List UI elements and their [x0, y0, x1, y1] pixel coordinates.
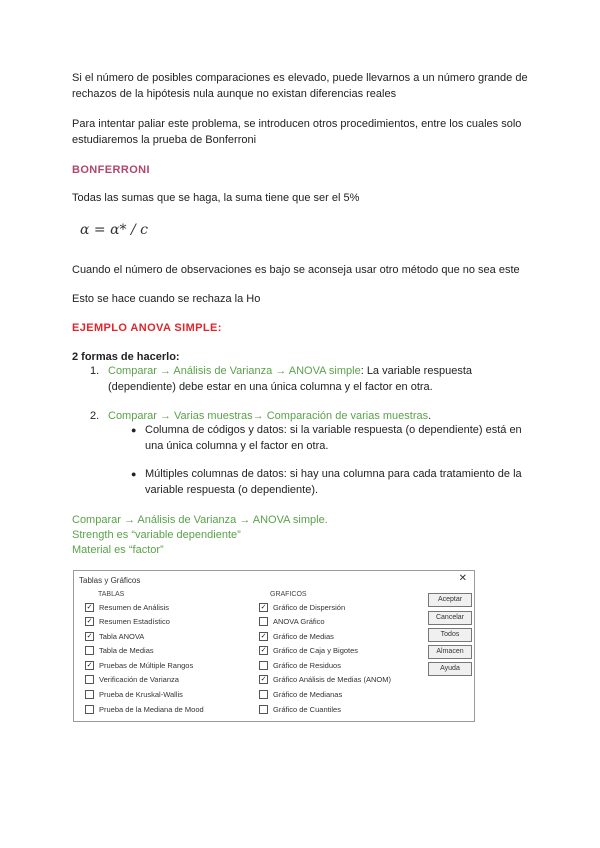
checkbox-option[interactable]: [259, 645, 358, 655]
checkbox[interactable]: ✓: [86, 617, 93, 625]
list-item-number: 1.: [90, 365, 100, 377]
anova-subheading: 2 formas de hacerlo:: [72, 351, 180, 363]
checkbox-option[interactable]: [259, 660, 341, 670]
bonferroni-line-2: Cuando el número de observaciones es bajo se aconseja usar otro método que no sea este: [72, 264, 520, 276]
green-line-1: Comparar → Análisis de Varianza → ANOVA simple.: [72, 514, 328, 526]
checkbox-label: Resumen Estadístico: [99, 616, 170, 626]
checkbox-option[interactable]: [259, 616, 325, 626]
checkbox[interactable]: ✓: [86, 603, 93, 611]
checkbox-option[interactable]: [85, 660, 193, 670]
checkbox-label: Gráfico de Medianas: [273, 689, 343, 699]
almacen-button[interactable]: Almacen: [428, 645, 472, 659]
checkbox-option[interactable]: [259, 689, 342, 699]
checkbox[interactable]: ✓: [260, 632, 267, 640]
checkbox-option[interactable]: [85, 602, 169, 612]
checkbox-option[interactable]: [85, 631, 144, 641]
checkbox-label: Tabla de Medias: [99, 645, 154, 655]
checkbox-option[interactable]: [85, 674, 179, 684]
todos-button[interactable]: Todos: [428, 628, 472, 642]
list-item-number: 2.: [90, 410, 100, 422]
checkbox-label: Gráfico de Dispersión: [273, 602, 346, 612]
intro-paragraph-2: Para intentar paliar este problema, se introducen otros procedimientos, entre los cuales solo estudiaremos la prueba de Bonferroni: [72, 118, 522, 146]
checkbox[interactable]: [259, 690, 268, 699]
list-item: [108, 363, 538, 395]
bonferroni-formula: α = α* / c: [80, 222, 148, 238]
bullet-item: Columna de códigos y datos: si la variable respuesta (o dependiente) está en una única columna y el factor en otra.: [145, 424, 522, 452]
bullet-item: Múltiples columnas de datos: si hay una columna para cada tratamiento de la variable respuesta (o dependiente).: [145, 468, 522, 496]
list-item-text: .: [428, 410, 432, 422]
tablas-graficos-dialog: [73, 570, 475, 722]
checkbox[interactable]: ✓: [260, 646, 267, 654]
checkbox-option[interactable]: [85, 704, 204, 714]
checkbox[interactable]: [259, 705, 268, 714]
checkbox-label: Gráfico de Cuantiles: [273, 704, 341, 714]
checkbox[interactable]: [259, 617, 268, 626]
checkbox[interactable]: ✓: [86, 661, 93, 669]
bullet-dot: ●: [131, 425, 137, 435]
bullet-dot: ●: [131, 469, 137, 479]
graficos-group-label: GRAFICOS: [270, 591, 307, 598]
checkbox[interactable]: ✓: [260, 675, 267, 683]
checkbox-label: Prueba de Kruskal-Wallis: [99, 689, 183, 699]
bonferroni-heading: BONFERRONI: [72, 164, 150, 176]
checkbox-label: Gráfico de Medias: [273, 631, 334, 641]
checkbox-label: Tabla ANOVA: [99, 631, 145, 641]
tablas-group-label: TABLAS: [98, 591, 125, 598]
checkbox-label: Pruebas de Múltiple Rangos: [99, 660, 194, 670]
checkbox-option[interactable]: [85, 616, 170, 626]
checkbox-option[interactable]: [85, 689, 183, 699]
checkbox[interactable]: [85, 646, 94, 655]
checkbox[interactable]: [85, 675, 94, 684]
aceptar-button[interactable]: Aceptar: [428, 593, 472, 607]
checkbox-option[interactable]: [85, 645, 154, 655]
checkbox[interactable]: ✓: [86, 632, 93, 640]
intro-paragraph-1: Si el número de posibles comparaciones es elevado, puede llevarnos a un número grande de rechazos de la hipótesis nula aunque no existan diferencias reales: [72, 72, 528, 100]
anova-heading: EJEMPLO ANOVA SIMPLE:: [72, 322, 222, 334]
checkbox[interactable]: [259, 661, 268, 670]
checkbox-label: Prueba de la Mediana de Mood: [99, 704, 204, 714]
menu-path: Comparar → Varias muestras→ Comparación de varias muestras: [108, 410, 429, 422]
checkbox[interactable]: [85, 705, 94, 714]
checkbox-label: Verificación de Varianza: [99, 674, 179, 684]
bonferroni-line-3: Esto se hace cuando se rechaza la Ho: [72, 293, 261, 305]
checkbox[interactable]: ✓: [260, 603, 267, 611]
menu-path: Comparar → Análisis de Varianza → ANOVA simple: [108, 365, 361, 377]
checkbox-label: Gráfico de Residuos: [273, 660, 341, 670]
green-line-2: Strength es “variable dependiente”: [72, 529, 241, 541]
ayuda-button[interactable]: Ayuda: [428, 662, 472, 676]
green-line-3: Material es “factor”: [72, 544, 164, 556]
checkbox-label: Gráfico Análisis de Medias (ANOM): [273, 674, 391, 684]
checkbox-option[interactable]: [259, 674, 391, 684]
checkbox-label: Gráfico de Caja y Bigotes: [273, 645, 359, 655]
checkbox-option[interactable]: [259, 602, 345, 612]
checkbox-label: ANOVA Gráfico: [273, 616, 325, 626]
list-item-text: : La variable respuesta (dependiente) debe estar en una única columna y el factor en otra.: [108, 365, 472, 393]
dialog-title: Tablas y Gráficos: [79, 576, 141, 585]
checkbox-option[interactable]: [259, 631, 334, 641]
checkbox-label: Resumen de Análisis: [99, 602, 170, 612]
checkbox[interactable]: [85, 690, 94, 699]
cancelar-button[interactable]: Cancelar: [428, 611, 472, 625]
close-icon[interactable]: ✕: [458, 573, 467, 584]
checkbox-option[interactable]: [259, 704, 341, 714]
bonferroni-line-1: Todas las sumas que se haga, la suma tiene que ser el 5%: [72, 192, 360, 204]
